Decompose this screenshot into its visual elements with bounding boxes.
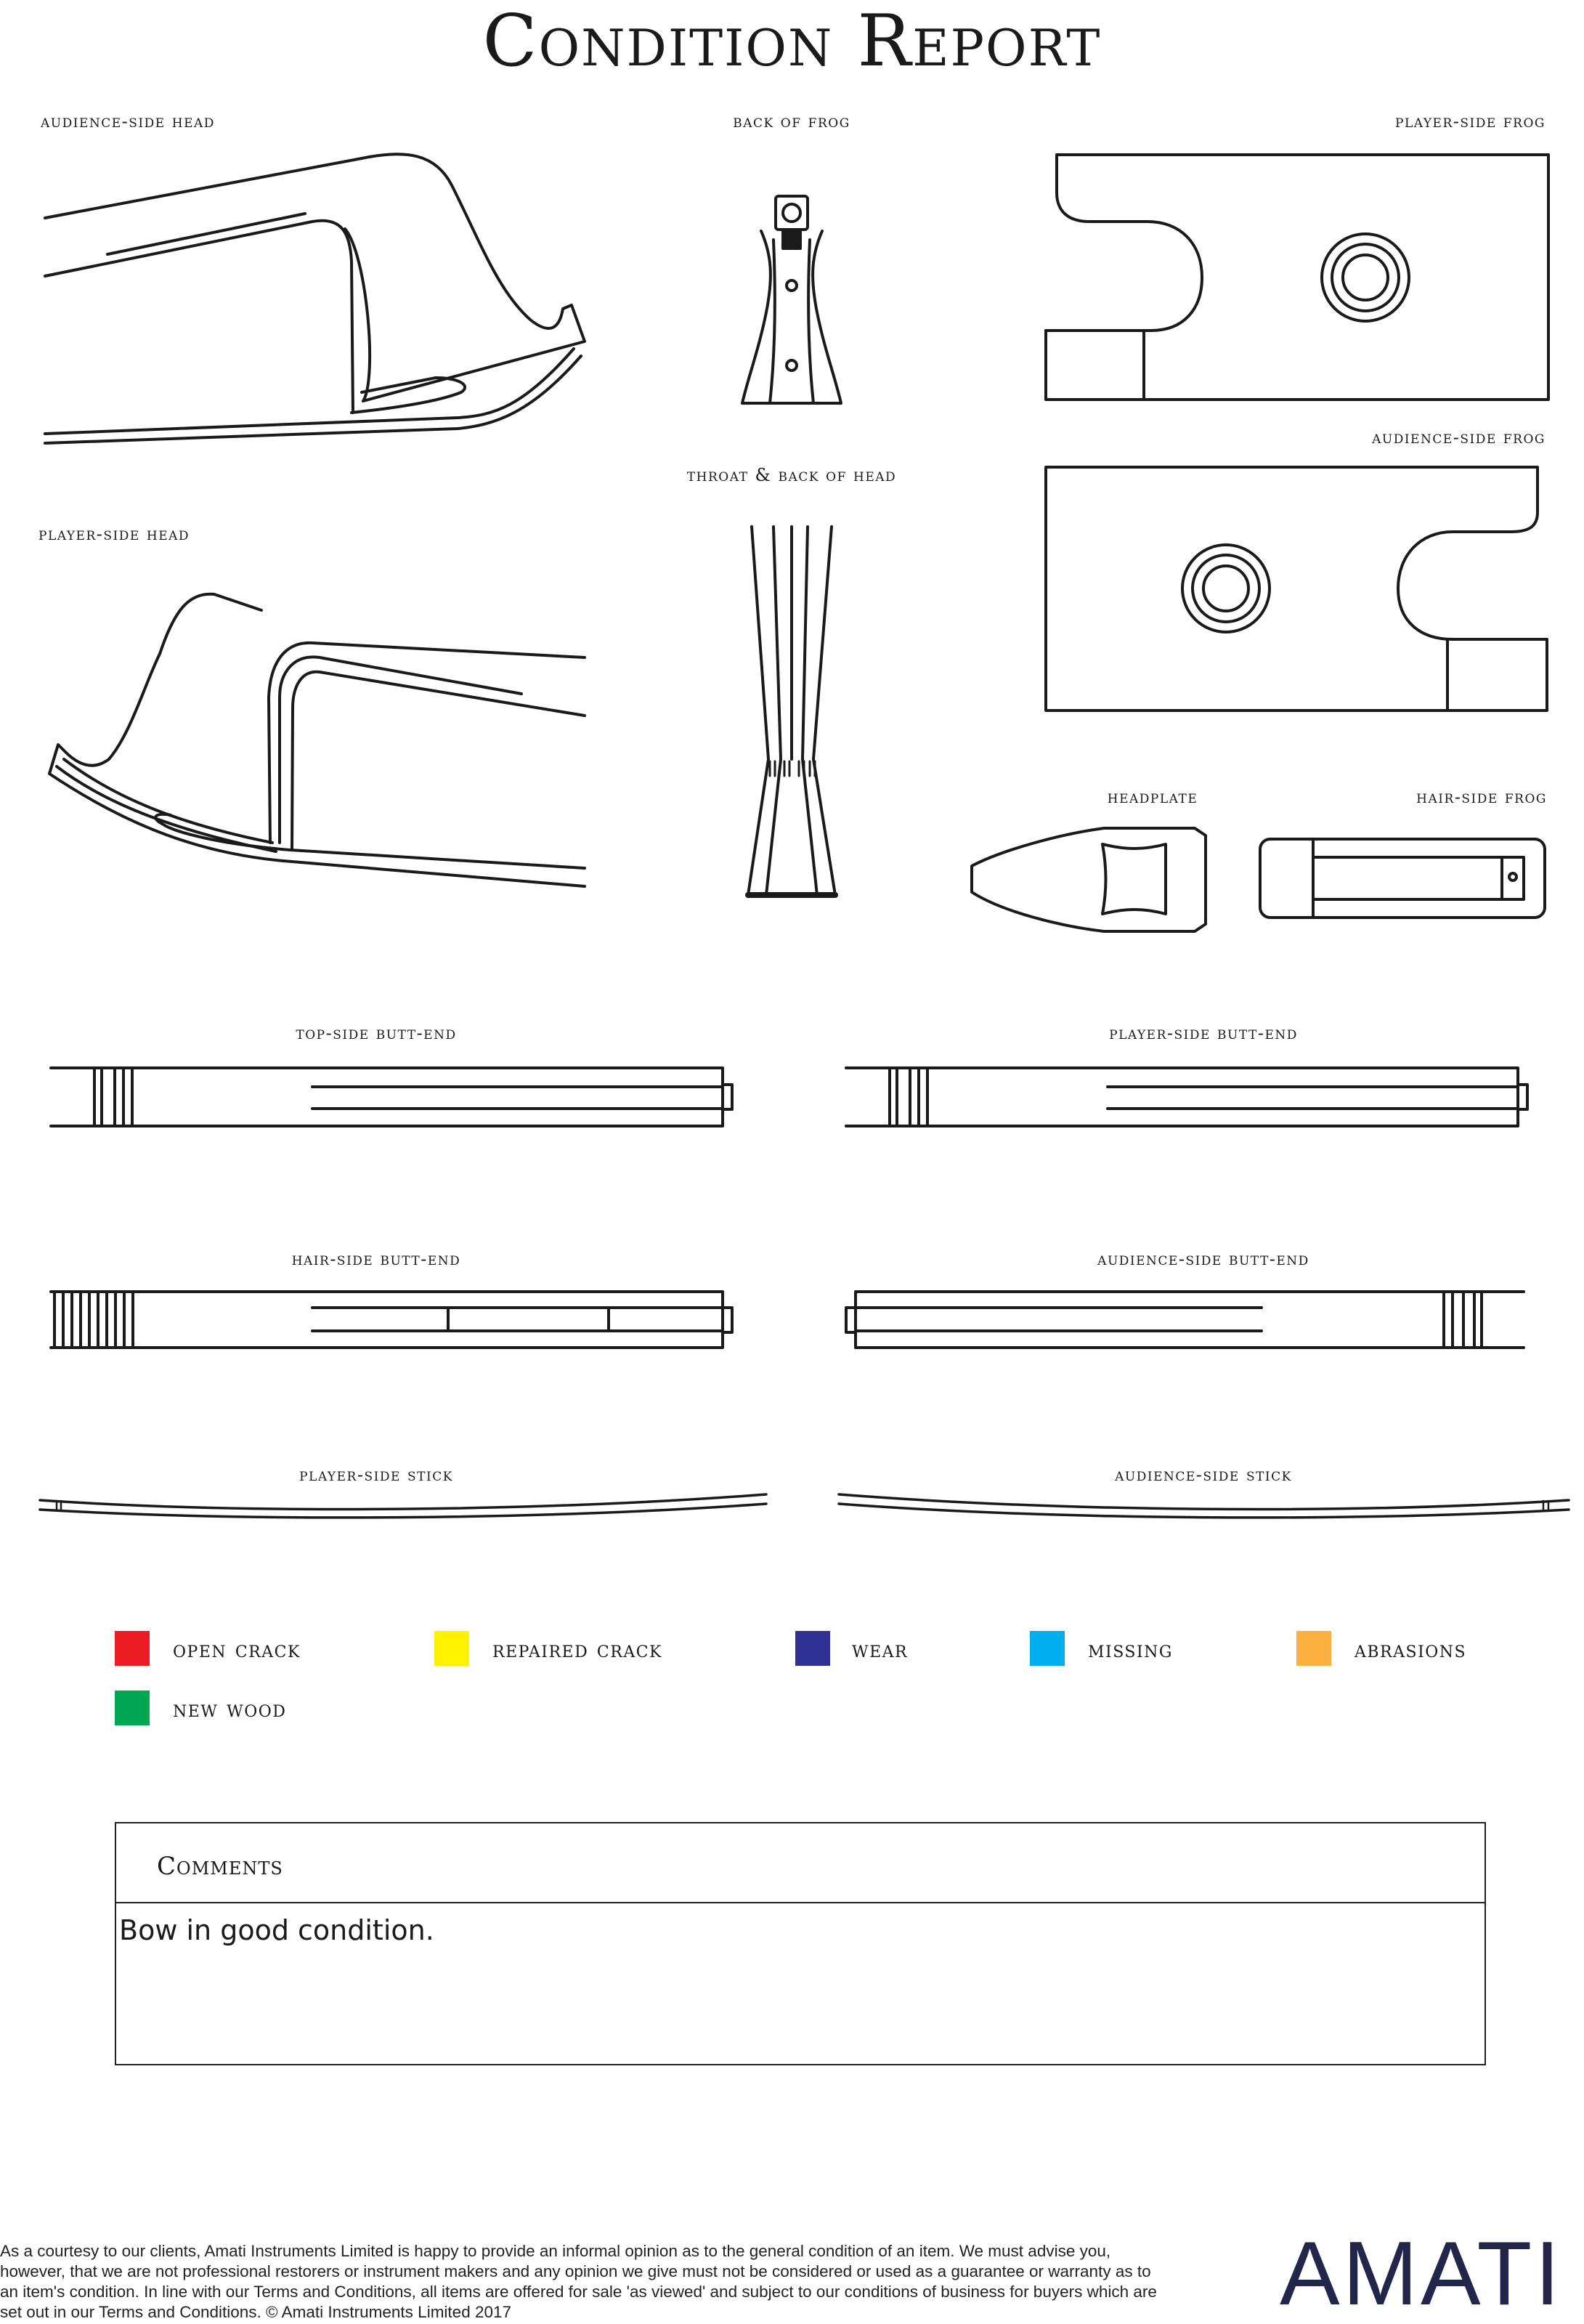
label-back-of-frog: back of frog [733, 111, 850, 131]
legend-label-missing: missing [1088, 1635, 1173, 1663]
player-side-frog-drawing [1046, 155, 1548, 400]
audience-side-frog-drawing [1046, 467, 1547, 710]
legend-swatch-wear [795, 1631, 830, 1666]
label-top-side-butt-end: top-side butt-end [296, 1023, 457, 1043]
audience-side-head-drawing [45, 154, 585, 443]
top-side-butt-end-drawing [51, 1068, 732, 1126]
player-side-head-drawing [49, 594, 585, 886]
label-throat-back-of-head: throat & back of head [686, 465, 897, 485]
headplate-drawing [972, 828, 1206, 931]
legend-swatch-repaired-crack [434, 1631, 469, 1666]
label-audience-side-head: audience-side head [41, 111, 215, 131]
label-headplate: headplate [1107, 787, 1198, 807]
comments-header [116, 1823, 1485, 1903]
hair-side-butt-end-drawing [51, 1292, 732, 1348]
label-player-side-butt-end: player-side butt-end [1109, 1023, 1298, 1043]
label-hair-side-butt-end: hair-side butt-end [291, 1249, 461, 1269]
label-player-side-stick: player-side stick [299, 1465, 453, 1485]
legend-swatch-new-wood [115, 1691, 150, 1725]
label-audience-side-stick: audience-side stick [1115, 1465, 1292, 1485]
label-player-side-head: player-side head [38, 524, 190, 544]
comments-text: Bow in good condition. [119, 1914, 434, 1946]
back-of-frog-drawing [742, 196, 841, 403]
audience-side-butt-end-drawing [846, 1292, 1524, 1348]
label-audience-side-frog: audience-side frog [1372, 427, 1546, 448]
amati-logo: AMATI [1280, 2224, 1563, 2324]
player-side-stick-drawing [40, 1494, 766, 1518]
comments-heading: Comments [157, 1852, 283, 1881]
legend-swatch-abrasions [1296, 1631, 1331, 1666]
legend-label-open-crack: open crack [173, 1635, 301, 1663]
label-player-side-frog: player-side frog [1395, 111, 1546, 131]
throat-back-of-head-drawing [748, 527, 835, 895]
legend-swatch-open-crack [115, 1631, 150, 1666]
disclaimer-text: As a courtesy to our clients, Amati Instruments Limited is happy to provide an informal opinion as to the general condition of an item. We must advise you, however, that we are not professional restorers or instrument makers and any opinion we give must not be considered or used as a guarantee or warranty as to an item's condition. In line with our Terms and Conditions, all items are offered for sale 'as viewed' and subject to our conditions of business for buyers which are set out in our Terms and Conditions. © Amati Instruments Limited 2017 [0, 2242, 1157, 2321]
hair-side-frog-drawing [1260, 839, 1545, 918]
label-hair-side-frog: hair-side frog [1416, 787, 1547, 807]
page-title: Condition Report [482, 0, 1102, 83]
audience-side-stick-drawing [839, 1494, 1569, 1518]
legend-label-new-wood: new wood [173, 1695, 287, 1722]
legend-label-repaired-crack: repaired crack [492, 1635, 662, 1663]
label-audience-side-butt-end: audience-side butt-end [1097, 1249, 1309, 1269]
legend-swatch-missing [1030, 1631, 1065, 1666]
comments-box [115, 1822, 1486, 2065]
player-side-butt-end-drawing [846, 1068, 1527, 1126]
legend-label-wear: wear [852, 1635, 909, 1663]
legend-label-abrasions: abrasions [1354, 1635, 1467, 1663]
